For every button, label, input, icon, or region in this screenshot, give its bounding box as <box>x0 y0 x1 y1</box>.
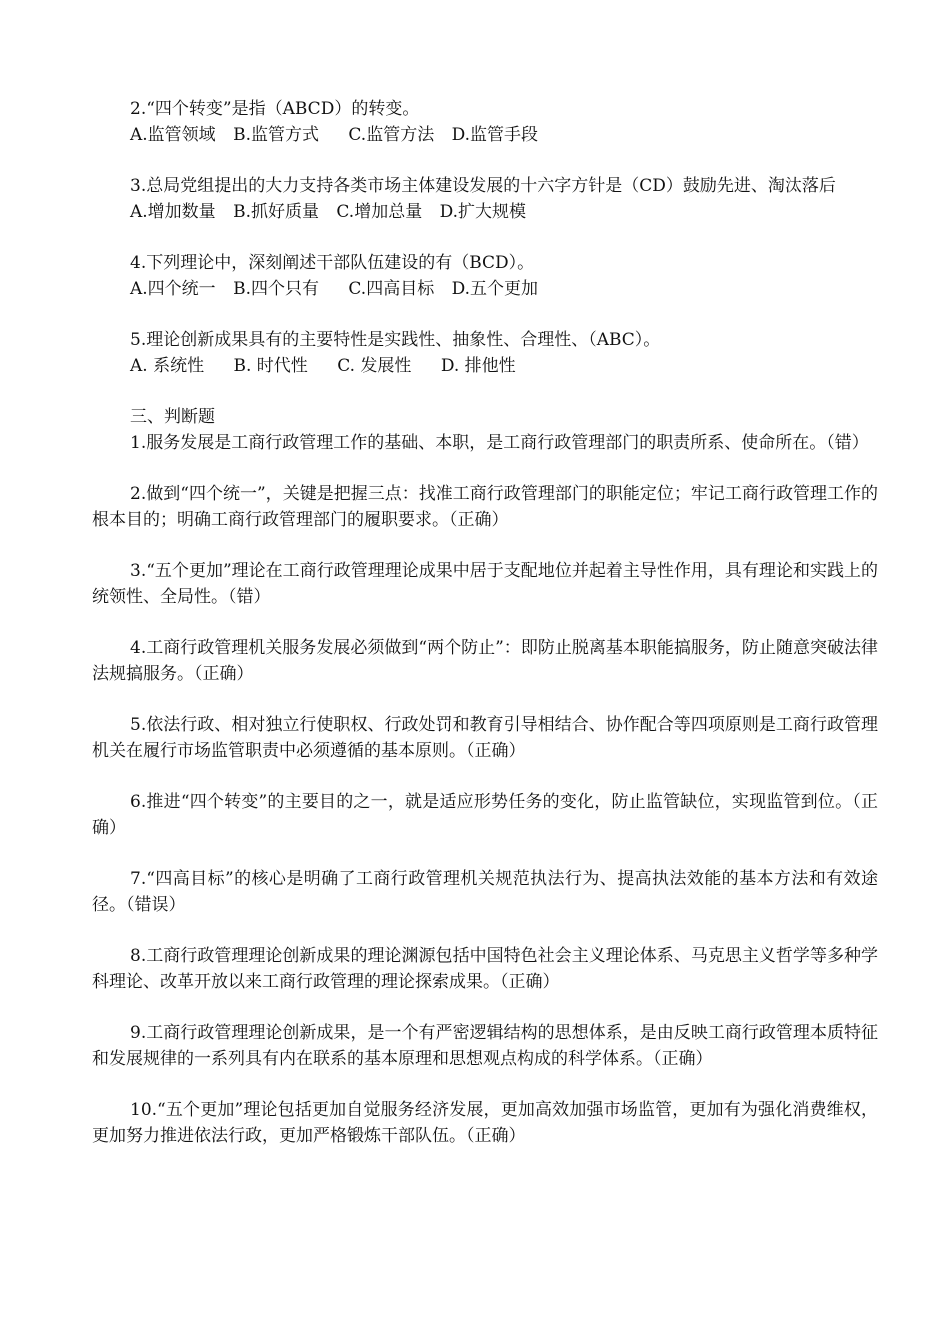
judgment-question: 2.做到“四个统一”，关键是把握三点：找准工商行政管理部门的职能定位；牢记工商行政管理工作的根本目的；明确工商行政管理部门的履职要求。（正确） <box>92 484 878 530</box>
option-row <box>92 122 878 148</box>
document-page <box>92 96 878 1174</box>
option: B.抓好质量 <box>233 202 319 222</box>
judgment-question: 7.“四高目标”的核心是明确了工商行政管理机关规范执法行为、提高执法效能的基本方法和有效途径。（错误） <box>92 869 878 915</box>
option: B. 时代性 <box>233 356 308 376</box>
option: D.监管手段 <box>451 125 539 145</box>
judgment-question: 1.服务发展是工商行政管理工作的基础、本职，是工商行政管理部门的职责所系、使命所在。（错） <box>130 433 869 453</box>
option: C.监管方法 <box>348 125 435 145</box>
judgment-question: 6.推进“四个转变”的主要目的之一，就是适应形势任务的变化，防止监管缺位，实现监管到位。（正确） <box>92 792 878 838</box>
question-stem: 2.“四个转变”是指（ABCD）的转变。 <box>130 99 420 119</box>
choice-question <box>92 327 878 379</box>
option: C. 发展性 <box>337 356 412 376</box>
question-stem: 3.总局党组提出的大力支持各类市场主体建设发展的十六字方针是（CD）鼓励先进、淘汰落后 <box>130 176 836 196</box>
option: C.增加总量 <box>336 202 423 222</box>
question-stem: 5.理论创新成果具有的主要特性是实践性、抽象性、合理性、（ABC）。 <box>130 330 661 350</box>
option: D.扩大规模 <box>439 202 527 222</box>
option: C.四高目标 <box>348 279 435 299</box>
choice-question <box>92 173 878 225</box>
option-row <box>92 199 878 225</box>
judgment-question: 8.工商行政管理理论创新成果的理论渊源包括中国特色社会主义理论体系、马克思主义哲学等多种学科理论、改革开放以来工商行政管理的理论探索成果。（正确） <box>92 946 878 992</box>
option: B.监管方式 <box>233 125 319 145</box>
judgment-question: 9.工商行政管理理论创新成果，是一个有严密逻辑结构的思想体系，是由反映工商行政管理本质特征和发展规律的一系列具有内在联系的基本原理和思想观点构成的科学体系。（正确） <box>92 1023 878 1069</box>
section-title: 三、判断题 <box>130 407 215 427</box>
choice-question <box>92 250 878 302</box>
option: D. 排他性 <box>440 356 516 376</box>
option: A.增加数量 <box>130 202 216 222</box>
judgment-question: 5.依法行政、相对独立行使职权、行政处罚和教育引导相结合、协作配合等四项原则是工商行政管理机关在履行市场监管职责中必须遵循的基本原则。（正确） <box>92 715 878 761</box>
option: A.监管领域 <box>130 125 216 145</box>
option: D.五个更加 <box>451 279 539 299</box>
judgment-question: 4.工商行政管理机关服务发展必须做到“两个防止”：即防止脱离基本职能搞服务，防止随意突破法律法规搞服务。（正确） <box>92 638 878 684</box>
choice-question <box>92 96 878 148</box>
option-row <box>92 276 878 302</box>
judgment-question: 3.“五个更加”理论在工商行政管理理论成果中居于支配地位并起着主导性作用，具有理论和实践上的统领性、全局性。（错） <box>92 561 878 607</box>
option: A.四个统一 <box>130 279 216 299</box>
option-row <box>92 353 878 379</box>
question-stem: 4.下列理论中，深刻阐述干部队伍建设的有（BCD）。 <box>130 253 535 273</box>
option: A. 系统性 <box>130 356 205 376</box>
judgment-question: 10.“五个更加”理论包括更加自觉服务经济发展，更加高效加强市场监管，更加有为强化消费维权，更加努力推进依法行政，更加严格锻炼干部队伍。（正确） <box>92 1100 878 1146</box>
option: B.四个只有 <box>233 279 319 299</box>
